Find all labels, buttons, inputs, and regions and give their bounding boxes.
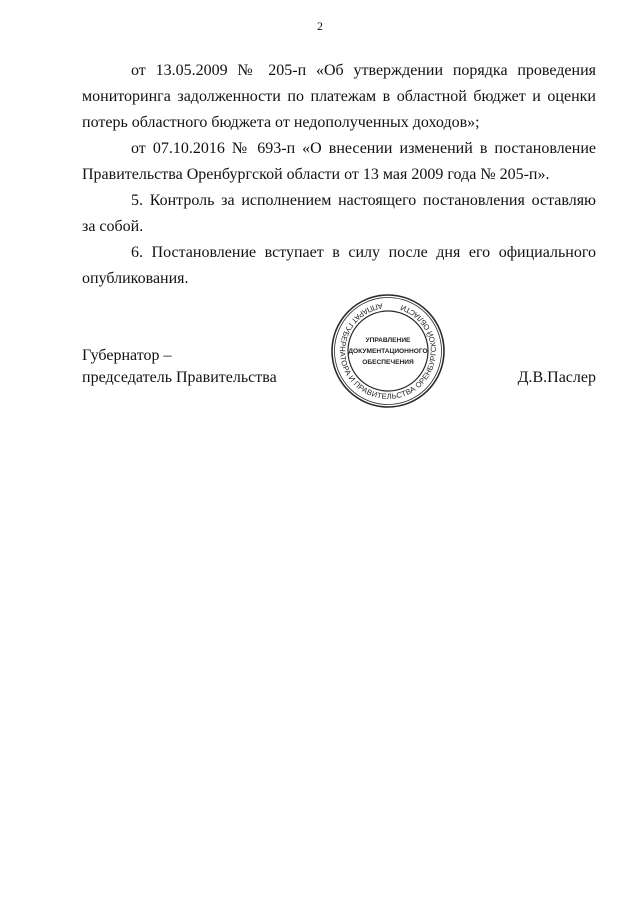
paragraph-control-clause: 5. Контроль за исполнением настоящего постановления оставляю за собой. [82,192,596,235]
official-stamp [330,285,446,413]
page-number: 2 [317,19,323,33]
stamp-center-line-2: ДОКУМЕНТАЦИОННОГО [348,348,428,355]
stamp-center-line-1: УПРАВЛЕНИЕ [365,337,411,344]
paragraph-decree-693: от 07.10.2016 № 693-п «О внесении изменений в постановление Правительства Оренбургской области от 13 мая 2009 года № 205-п». [82,140,596,183]
stamp-ring-text: АППАРАТ ГУБЕРНАТОРА И ПРАВИТЕЛЬСТВА ОРЕНБУРГСКОЙ ОБЛАСТИ [337,301,439,402]
signatory-title-line-2: председатель Правительства [82,369,277,386]
signatory-title [82,345,277,389]
paragraph-effective-date: 6. Постановление вступает в силу после дня его официального опубликования. [82,244,596,287]
stamp-center-line-3: ОБЕСПЕЧЕНИЯ [362,359,414,366]
signatory-name: Д.В.Паслер [517,369,596,386]
signatory-title-line-1: Губернатор – [82,347,172,364]
paragraph-decree-205: от 13.05.2009 № 205-п «Об утверждении порядка проведения мониторинга задолженности по платежам в областной бюджет и оценки потерь областного бюджета от недополученных доходов»; [82,62,596,131]
